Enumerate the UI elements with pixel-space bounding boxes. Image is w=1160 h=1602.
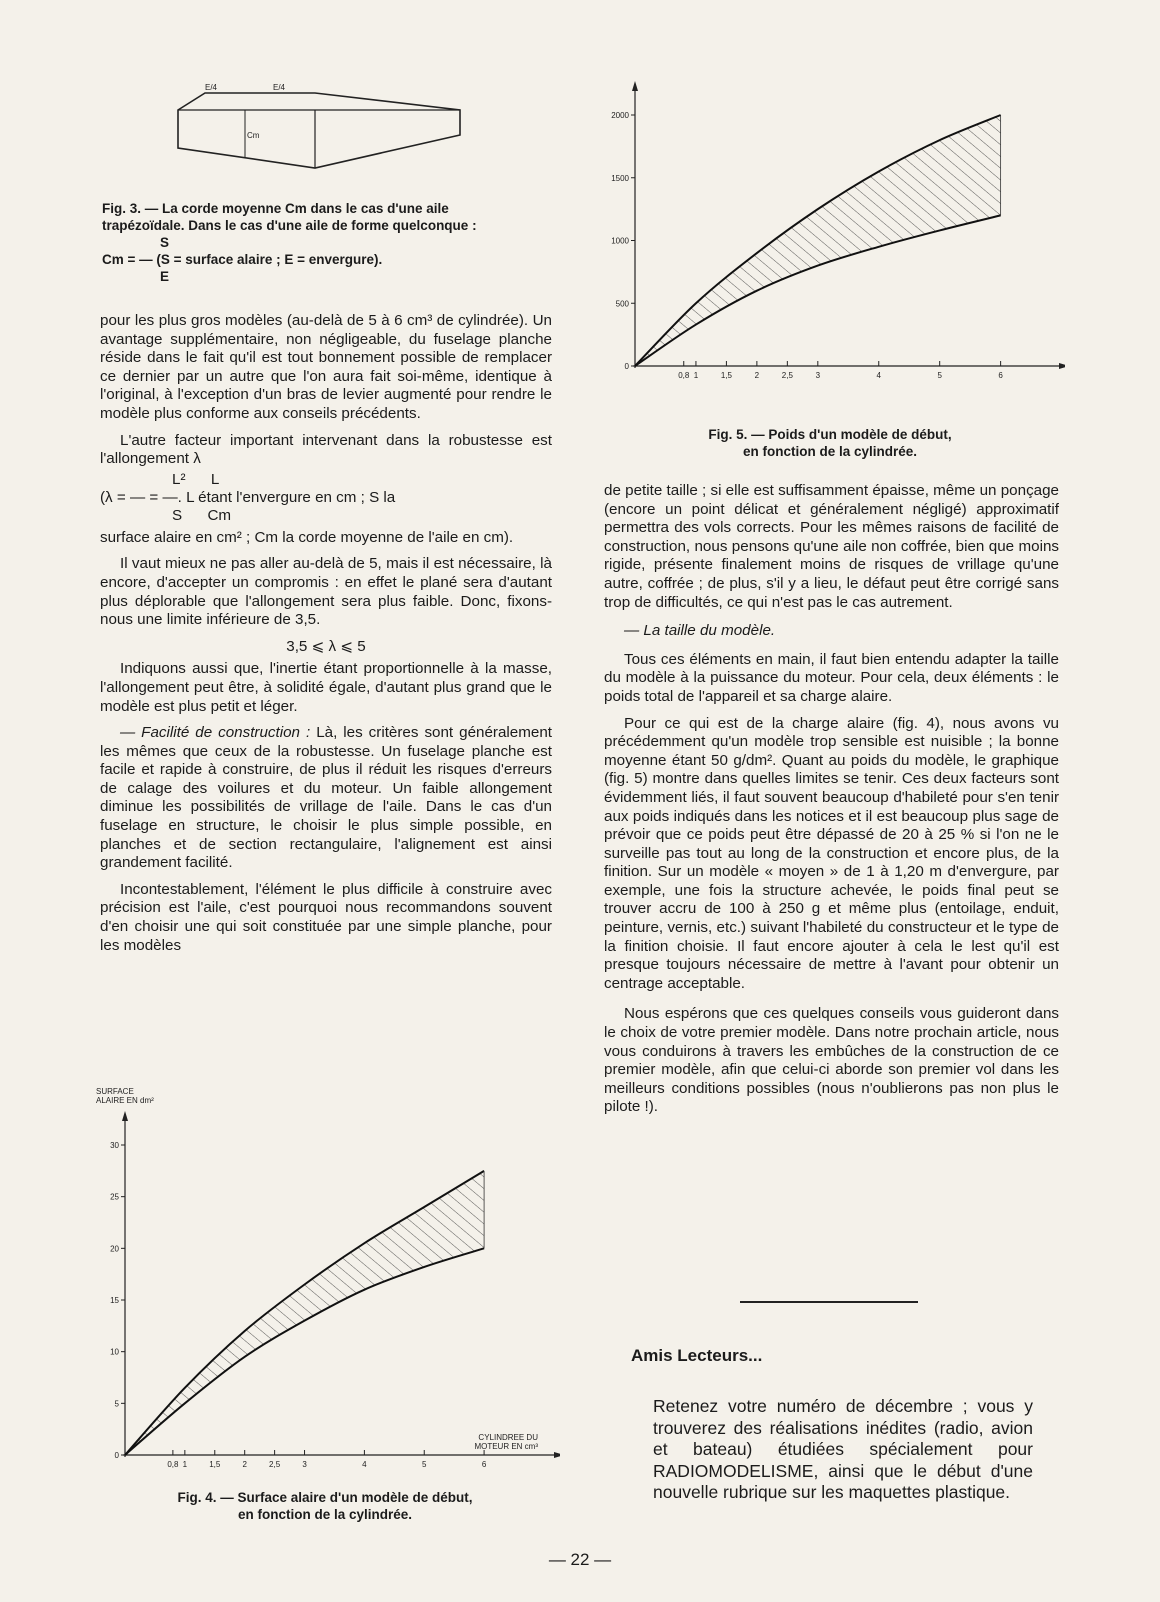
- fig3-formula-mid: Cm = — (S = surface alaire ; E = envergure).: [102, 252, 383, 267]
- fig3-wing-outline: [178, 93, 460, 168]
- x-tick-label: 1: [693, 371, 699, 380]
- right-paragraph-5: Nous espérons que ces quelques conseils vous guideront dans le choix de votre premier modèle. Dans notre prochain article, nous vous conduirons à travers les embûches de la construction de ce premier modèle, afin que celui-ci aborde son premier vol dans les meilleurs conditions possibles (nous n'oublierons pas non plus le pilote !).: [604, 1005, 1059, 1116]
- left-paragraph-6: [100, 724, 552, 873]
- fig3-formula-bot: E: [160, 269, 170, 284]
- y-tick-label: 20: [110, 1244, 119, 1254]
- y-tick-label: 500: [615, 299, 629, 309]
- y-tick-label: 1000: [611, 236, 629, 246]
- y-tick-label: 2000: [611, 111, 629, 120]
- fig3-label-e4-left: E/4: [205, 83, 218, 92]
- x-tick-label: 2: [242, 1460, 247, 1469]
- y-tick-label: 15: [110, 1296, 119, 1305]
- left-paragraph-2: L'autre facteur important intervenant dans la robustesse est l'allongement λ: [100, 431, 552, 468]
- left-paragraph-5: Indiquons aussi que, l'inertie étant proportionnelle à la masse, l'allongement peut être, à solidité égale, d'autant plus grand que le modèle est plus petit et léger.: [100, 660, 552, 715]
- fig4-chart: [80, 1085, 560, 1485]
- left-paragraph-1: pour les plus gros modèles (au-delà de 5 à 6 cm³ de cylindrée). Un avantage supplémentaire, non négligeable, du fuselage planche réside dans le fait qu'il est tout bonnement possible de remplacer ce dernier par un autre que l'on aura fait soi-même, identique à l'original, à l'exception d'un bras de levier augmenté pour rendre le modèle plus conforme aux conseils précédents.: [100, 312, 552, 422]
- fig5-caption-line2: en fonction de la cylindrée.: [742, 444, 918, 459]
- left-paragraph-4: Il vaut mieux ne pas aller au-delà de 5, mais il est nécessaire, là encore, d'accepter un compromis : en effet le plané sera d'autant plus déplorable que l'allongement sera plus faible. Donc, fixons-nous une limite inférieure de 3,5.: [100, 555, 552, 629]
- y-tick-label: 1500: [611, 173, 629, 183]
- x-tick-label: 5: [422, 1460, 427, 1469]
- fig4-ylabel-line2: ALAIRE EN dm²: [96, 1096, 154, 1105]
- lambda-formula-bot: S Cm: [172, 506, 232, 524]
- x-tick-label: 1,5: [209, 1460, 221, 1469]
- y-tick-label: 0: [114, 1451, 119, 1460]
- x-tick-label: 2,5: [781, 371, 793, 380]
- left-paragraph-7: Incontestablement, l'élément le plus difficile à construire avec précision est l'aile, c'est pourquoi nous recommandons souvent d'en choisir une qui soit constituée par une simple planche, pour les modèles: [100, 880, 552, 954]
- lower-curve: [125, 1248, 484, 1455]
- right-paragraph-2: — La taille du modèle.: [624, 622, 776, 640]
- x-tick-label: 1,5: [720, 371, 732, 380]
- hatched-area: [125, 1171, 484, 1455]
- y-tick-label: 10: [110, 1347, 119, 1357]
- fig3-caption-line1: Fig. 3. — La corde moyenne Cm dans le cas d'une aile: [102, 201, 449, 216]
- x-axis-arrow: [554, 1452, 560, 1458]
- right-column: [604, 482, 1059, 1125]
- x-tick-label: 5: [937, 371, 942, 380]
- y-tick-label: 25: [110, 1192, 119, 1202]
- fig5-caption: [650, 426, 1010, 460]
- fig5-chart: [595, 75, 1065, 395]
- x-tick-label: 6: [481, 1460, 487, 1469]
- fig4-xlabel-line1: CYLINDREE DU: [478, 1433, 538, 1442]
- x-axis-arrow: [1059, 363, 1065, 369]
- x-tick-label: 2,5: [269, 1460, 281, 1469]
- left-paragraph-3: surface alaire en cm² ; Cm la corde moyenne de l'aile en cm).: [100, 528, 514, 546]
- left-column: [100, 312, 552, 963]
- fig4-ylabel-line1: SURFACE: [96, 1087, 134, 1096]
- x-tick-label: 2: [754, 371, 760, 380]
- fig4-caption-line1: Fig. 4. — Surface alaire d'un modèle de début,: [177, 1490, 473, 1505]
- amis-lecteurs-text: Retenez votre numéro de décembre ; vous y trouverez des réalisations inédites (radio, avion et bateau) étudiées spécialement pour RADIOMODELISME, ainsi que le début d'une nouvelle rubrique sur les maquettes plastique.: [653, 1396, 1033, 1502]
- left-paragraph-6-heading: — Facilité de construction :: [120, 724, 311, 742]
- x-tick-label: 3: [815, 371, 821, 380]
- lambda-formula-mid: (λ = — = —. L étant l'envergure en cm ; S la: [100, 488, 396, 506]
- lambda-inequality: 3,5 ⩽ λ ⩽ 5: [286, 637, 366, 655]
- y-tick-label: 5: [114, 1399, 119, 1409]
- fig3-wing-diagram: [175, 80, 475, 180]
- x-tick-label: 0,8: [167, 1460, 179, 1469]
- lambda-formula-top: L² L: [172, 470, 220, 488]
- fig3-label-e4-right: E/4: [273, 83, 286, 92]
- fig3-caption: [102, 200, 552, 285]
- y-tick-label: 0: [624, 362, 629, 371]
- section-divider: [740, 1301, 918, 1303]
- x-tick-label: 1: [182, 1460, 188, 1469]
- x-tick-label: 0,8: [678, 371, 690, 380]
- right-paragraph-1: de petite taille ; si elle est suffisamment épaisse, même un ponçage (encore un point délicat et généralement négligé) approximatif permettra des vols corrects. Pour les mêmes raisons de facilité de construction, nous pensons qu'une aile non coffrée, bien que moins rigide, présente finalement moins de risques de vrillage qu'une autre, coffrée ; de plus, s'il y a lieu, le défaut peut être corrigé sans trop de difficultés, ce qui n'est pas le cas autrement.: [604, 482, 1059, 611]
- x-tick-label: 6: [998, 371, 1003, 380]
- y-axis-arrow: [632, 81, 638, 91]
- x-tick-label: 4: [876, 371, 881, 380]
- fig3-caption-line2: trapézoïdale. Dans le cas d'une aile de forme quelconque :: [102, 218, 477, 233]
- fig3-formula-top: S: [160, 235, 170, 250]
- amis-lecteurs-title: Amis Lecteurs...: [631, 1346, 763, 1365]
- fig4-caption-line2: en fonction de la cylindrée.: [237, 1507, 413, 1522]
- right-paragraph-4: Pour ce qui est de la charge alaire (fig. 4), nous avons vu précédemment qu'un modèle trop sensible est nuisible ; la bonne moyenne étant 50 g/dm². Quant au poids du modèle, le graphique (fig. 5) montre dans quelles limites se tenir. Ces deux facteurs sont évidemment liés, il faut souvent beaucoup d'habileté pour s'en tenir aux poids indiqués dans les notices et il est beaucoup plus sage de prévoir que ce poids peut être dépassé de 20 à 25 % si l'on ne le surveille pas tout au long de la construction et encore plus, de la finition. Sur un modèle « moyen » de 1 à 1,20 m d'envergure, par exemple, une fois la structure achevée, le poids final peut se trouver accru de 100 à 250 g et même plus (entoilage, enduit, peinture, vernis, etc.) suivant l'habileté du constructeur et le type de la finition choisie. Il faut encore ajouter à cela le lest qu'il est presque toujours nécessaire de mettre à l'avant pour obtenir un centrage acceptable.: [604, 714, 1059, 992]
- fig4-caption: [130, 1489, 520, 1523]
- right-paragraph-3: Tous ces éléments en main, il faut bien entendu adapter la taille du modèle à la puissance du moteur. Pour cela, deux éléments : le poids total de l'appareil et sa charge alaire.: [604, 650, 1059, 705]
- x-tick-label: 4: [362, 1460, 367, 1469]
- page-number: — 22 —: [548, 1550, 612, 1569]
- x-tick-label: 3: [302, 1460, 307, 1469]
- left-paragraph-6-body: Là, les critères sont généralement les mêmes que ceux de la robustesse. Un fuselage planche est facile et rapide à construire, de plus il réduit les risques d'erreurs de calage des voilures et du moteur. Un faible allongement diminue les possibilités de vrillage de l'aile. Dans le cas d'un fuselage en structure, le choisir le plus simple possible, en planches et de section rectangulaire, l'alignement est ainsi grandement facilité.: [100, 724, 553, 872]
- fig4-xlabel-line2: MOTEUR EN cm³: [474, 1442, 538, 1451]
- fig5-caption-line1: Fig. 5. — Poids d'un modèle de début,: [708, 427, 952, 442]
- y-tick-label: 30: [110, 1141, 119, 1150]
- fig3-label-cm: Cm: [247, 131, 260, 140]
- y-axis-arrow: [122, 1111, 128, 1121]
